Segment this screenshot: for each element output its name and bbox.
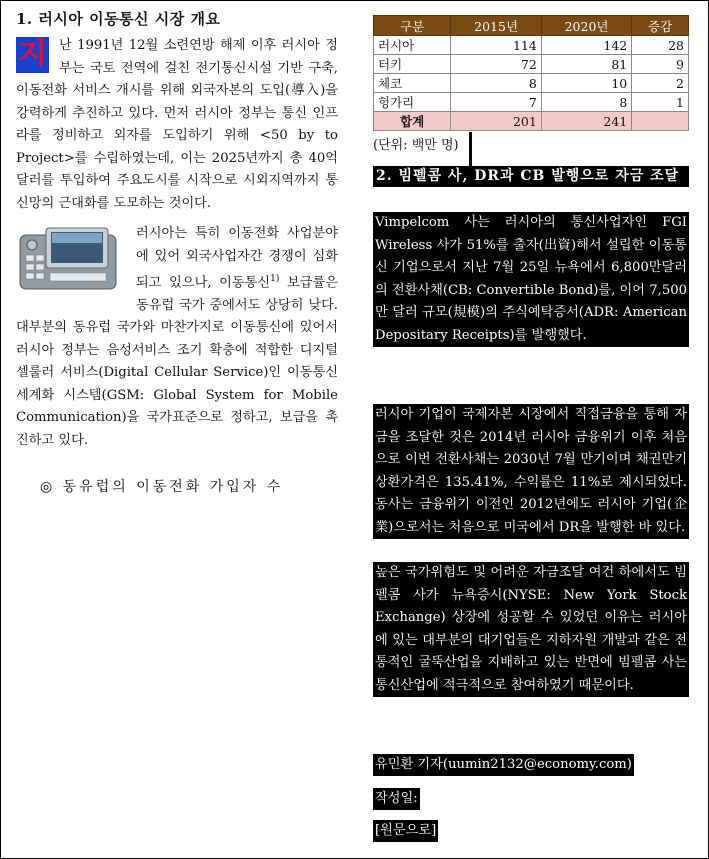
cell-country: 러시아 xyxy=(374,36,451,55)
table-caption: ◎ 동유럽의 이동전화 가입자 수 xyxy=(40,479,284,496)
divider-bar xyxy=(469,132,472,166)
section1-paragraph-2 xyxy=(16,223,338,452)
cell-change: 28 xyxy=(632,36,689,55)
table-row xyxy=(374,55,689,74)
cell-2020: 10 xyxy=(541,74,631,93)
section1-paragraph-1 xyxy=(16,35,338,215)
header-change: 증감 xyxy=(632,16,689,36)
cell-2015: 8 xyxy=(451,74,541,93)
cell-change: 2 xyxy=(632,74,689,93)
table-unit: (단위: 백만 명) xyxy=(373,138,459,153)
header-2020: 2020년 xyxy=(541,16,631,36)
reporter-byline: 유민환 기자(uumin2132@economy.com) xyxy=(373,754,634,776)
date-label: 작성일: xyxy=(373,788,420,810)
cell-change: 9 xyxy=(632,55,689,74)
source-link[interactable]: [원문으로] xyxy=(373,820,438,842)
cell-2015: 72 xyxy=(451,55,541,74)
header-category: 구분 xyxy=(374,16,451,36)
footnote-marker: 1) xyxy=(270,274,280,284)
section2-paragraph-2: 러시아 기업이 국제자본 시장에서 직접금융을 통해 자금을 조달한 것은 2014년 러시아 금융위기 이후 처음으로 이번 전환사채는 2030년 7월 만기이며 채권만기 상환가격은 135.41%, 수익률은 11%로 제시되었다. 동사는 금융위기 이전인 2012년에도 러시아 기업(企業)으로서는 처음으로 미국에서 DR을 발행한 바 있다. xyxy=(373,404,689,539)
subscriber-table xyxy=(373,15,689,131)
section2-paragraph-1: Vimpelcom 사는 러시아의 통신사업자인 FGI Wireless 사가 51%를 출자(出資)해서 설립한 이동통신 기업으로서 지난 7월 25일 뉴욕에서 6,800만달러의 전환사채(CB: Convertible Bond)를, 이어 7,500만 달러 규모(規模)의 주식예탁증서(ADR: American Depositary Receipts)를 발행했다. xyxy=(373,212,689,347)
table-row xyxy=(374,93,689,112)
cell-country: 체코 xyxy=(374,74,451,93)
cell-total-change xyxy=(632,112,689,131)
section1-title: 1. 러시아 이동통신 시장 개요 xyxy=(16,10,221,28)
cell-2020: 8 xyxy=(541,93,631,112)
section1-paragraph-2b: 보급률은 동유럽 국가 중에서도 상당히 낮다. 대부분의 동유럽 국가와 마찬가지로 이동통신에 있어서 러시아 정부는 음성서비스 조기 확충에 적합한 디지털 셀룰러 서비스(Digital Cellular Service)인 이동통신 세계화 시스템(GSM: Global System for Mobile Communication)을 국가표준으로 정하고, 보급을 촉진하고 있다. xyxy=(16,275,338,448)
left-column xyxy=(16,8,338,496)
cell-2020: 142 xyxy=(541,36,631,55)
cell-total-2020: 241 xyxy=(541,112,631,131)
cell-total-2015: 201 xyxy=(451,112,541,131)
cell-country: 헝가리 xyxy=(374,93,451,112)
cell-country: 터키 xyxy=(374,55,451,74)
header-2015: 2015년 xyxy=(451,16,541,36)
table-row xyxy=(374,74,689,93)
cell-change: 1 xyxy=(632,93,689,112)
section2-paragraph-3: 높은 국가위험도 및 어려운 자금조달 여건 하에서도 빔펠콤 사가 뉴욕증시(NYSE: New York Stock Exchange) 상장에 성공할 수 있었던 이유는 러시아에 있는 대부분의 대기업들은 지하자원 개발과 같은 전통적인 굴뚝산업을 지배하고 있는 반면에 빔펠콤 사는 통신산업에 적극적으로 참여하였기 때문이다. xyxy=(373,562,689,697)
dropcap-initial: 지 xyxy=(16,37,49,73)
section1-paragraph-1-text: 난 1991년 12월 소련연방 해제 이후 러시아 정부는 국토 전역에 걸친 전기통신시설 기반 구축, 이동전화 서비스 개시를 위해 외국자본의 도입(導入)을 강력하게 추진하고 있다. 먼저 러시아 정부는 통신 인프라를 정비하고 외자를 도입하기 위해 <50 by to Project>를 수립하였는데, 이는 2025년까지 총 40억 달러를 투입하여 주요도시를 시작으로 시외지역까지 통신망의 근대화를 도모하는 것이다. xyxy=(16,38,338,211)
section1-paragraph-2a: 러시아는 특히 이동전화 사업분야에 있어 외국사업자간 경쟁이 심화되고 있으나, 이동통신 xyxy=(136,226,338,291)
section2-title: 2. 빔펠콤 사, DR과 CB 발행으로 자금 조달 xyxy=(373,166,689,187)
cell-total-label: 합계 xyxy=(374,112,451,131)
table-row xyxy=(374,36,689,55)
mobile-phone-image xyxy=(16,225,128,297)
cell-2015: 114 xyxy=(451,36,541,55)
cell-2015: 7 xyxy=(451,93,541,112)
cell-2020: 81 xyxy=(541,55,631,74)
table-total-row xyxy=(374,112,689,131)
table-header-row xyxy=(374,16,689,36)
